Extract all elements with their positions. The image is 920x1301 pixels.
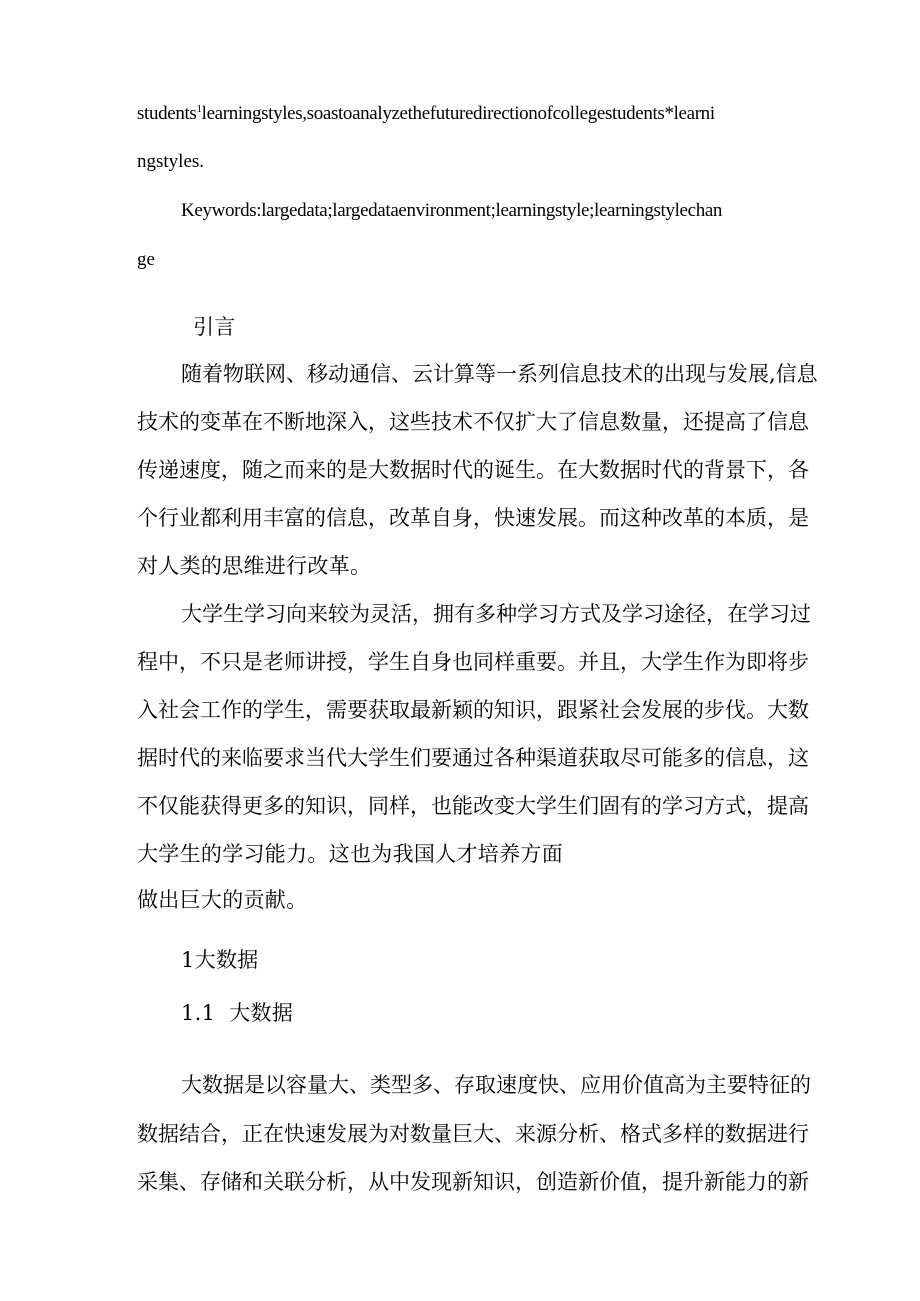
keywords-line-1: Keywords:largedata;largedataenvironment;learningstyle;learningstylechan: [181, 200, 723, 221]
section-1-p1-line-1: 大数据是以容量大、类型多、存取速度快、应用价值高为主要特征的: [181, 1073, 811, 1097]
intro-heading: 引言: [193, 315, 236, 339]
section-1-p1-line-3: 采集、存储和关联分析，从中发现新知识，创造新价值，提升新能力的新: [137, 1170, 809, 1194]
intro-p2-line-5: 不仅能获得更多的知识，同样，也能改变大学生们固有的学习方式，提高: [137, 794, 809, 818]
intro-p2-line-4: 据时代的来临要求当代大学生们要通过各种渠道获取尽可能多的信息，这: [137, 746, 809, 770]
intro-p1-line-1: 随着物联网、移动通信、云计算等一系列信息技术的出现与发展,信息: [181, 362, 818, 386]
intro-p1-line-3: 传递速度，随之而来的是大数据时代的诞生。在大数据时代的背景下，各: [137, 458, 809, 482]
intro-p2-line-7: 做出巨大的贡献。: [137, 888, 308, 912]
intro-p2-line-1: 大学生学习向来较为灵活，拥有多种学习方式及学习途径，在学习过: [181, 602, 811, 626]
intro-p2-line-2: 程中，不只是老师讲授，学生自身也同样重要。并且，大学生作为即将步: [137, 650, 809, 674]
abstract-text-a: students: [137, 103, 197, 124]
intro-p1-line-2: 技术的变革在不断地深入，这些技术不仅扩大了信息数量，还提高了信息: [137, 410, 809, 434]
section-1-1-heading: 1.1 大数据: [181, 1001, 294, 1025]
intro-p1-line-4: 个行业都利用丰富的信息，改革自身，快速发展。而这种改革的本质，是: [137, 506, 809, 530]
intro-p2-line-6: 大学生的学习能力。这也为我国人才培养方面: [137, 842, 563, 866]
abstract-line-1: [137, 104, 715, 123]
intro-p1-line-5: 对人类的思维进行改革。: [137, 554, 372, 578]
keywords-line-2: ge: [137, 249, 155, 270]
intro-p2-line-3: 入社会工作的学生，需要获取最新颖的知识，跟紧社会发展的步伐。大数: [137, 698, 809, 722]
footnote-marker: 1: [196, 103, 202, 115]
abstract-text-b: learningstyles,soastoanalyzethefuturedirectionofcollegestudents*learni: [201, 103, 715, 124]
section-1-heading: 1大数据: [181, 948, 259, 972]
section-1-p1-line-2: 数据结合，正在快速发展为对数量巨大、来源分析、格式多样的数据进行: [137, 1122, 809, 1146]
abstract-line-2: ngstyles.: [137, 151, 205, 172]
